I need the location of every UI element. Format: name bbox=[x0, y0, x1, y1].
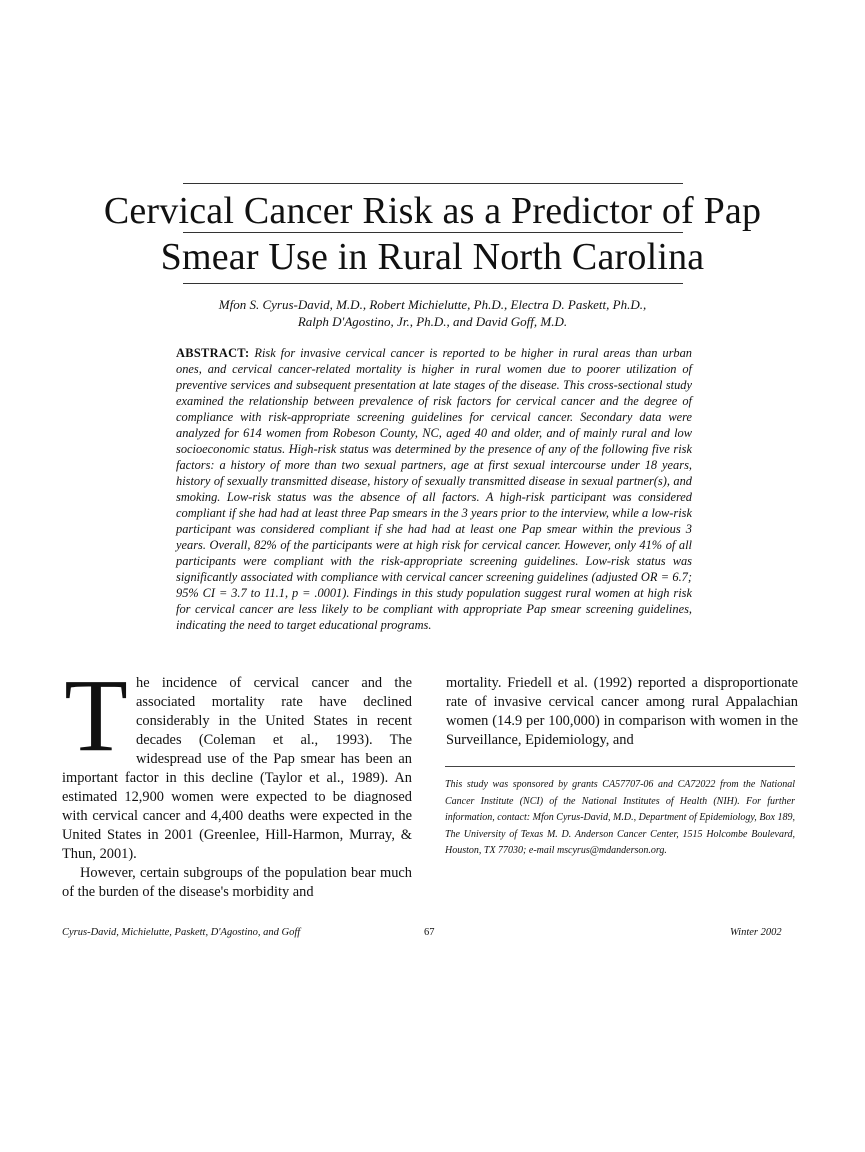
title-middle-rule bbox=[183, 232, 683, 233]
body-right-column: mortality. Friedell et al. (1992) reported a disproportionate rate of invasive cervical cancer among rural Appalachian women (14.9 per 100,000) in comparison with women in the Surveillance, Epidemiology, and bbox=[446, 675, 798, 748]
abstract-label: ABSTRACT: bbox=[176, 346, 250, 360]
footnote-rule bbox=[445, 766, 795, 767]
page-number: 67 bbox=[424, 927, 435, 938]
body-paragraph-2: However, certain subgroups of the population bear much of the burden of the disease's morbidity and bbox=[62, 865, 412, 900]
authors-line-1: Mfon S. Cyrus-David, M.D., Robert Michielutte, Ph.D., Electra D. Paskett, Ph.D., bbox=[218, 297, 647, 312]
title-top-rule bbox=[183, 183, 683, 184]
abstract-text: Risk for invasive cervical cancer is reported to be higher in rural areas than urban ones, and cervical cancer-related mortality is higher in rural women due to poorer utilization of preventive services and subsequent presentation at late stages of the disease. This cross-sectional study examined the relationship between prevalence of risk factors for cervical cancer and the degree of compliance with risk-appropriate screening guidelines for cervical cancer. Secondary data were analyzed for 614 women from Robeson County, NC, aged 40 and older, and of mainly rural and low socioeconomic status. High-risk status was determined by the presence of any of the following five risk factors: a history of more than two sexual partners, age at first sexual intercourse under 18 years, history of sexually transmitted disease, history of sexually transmitted disease in sexual partner(s), and smoking. Low-risk status was the absence of all factors. A high-risk participant was considered compliant if she had had at least three Pap smears in the 3 years prior to the interview, while a low-risk participant was considered compliant if she had had at least one Pap smear within the previous 3 years. Overall, 82% of the participants were at high risk for cervical cancer. However, only 41% of all participants were compliant with the risk-appropriate screening guidelines. Low-risk status was significantly associated with compliance with cervical cancer screening guidelines (adjusted OR = 6.7; 95% CI = 3.7 to 11.1, p = .0001). Findings in this study population suggest rural women at high risk for cervical cancer are less likely to be compliant with appropriate Pap smear screening guidelines, indicating the need to target educational programs. bbox=[176, 346, 692, 632]
footer-issue: Winter 2002 bbox=[730, 927, 782, 938]
body-paragraph-1 bbox=[62, 658, 412, 864]
authors-line-2: Ralph D'Agostino, Jr., Ph.D., and David Goff, M.D. bbox=[297, 314, 568, 329]
drop-cap: T bbox=[64, 658, 128, 773]
article-title-line-1: Cervical Cancer Risk as a Predictor of Pap bbox=[103, 190, 762, 232]
footer-authors: Cyrus-David, Michielutte, Paskett, D'Agostino, and Goff bbox=[62, 927, 301, 938]
abstract bbox=[176, 345, 692, 633]
body-paragraph-1-text: he incidence of cervical cancer and the associated mortality rate have declined considerably in the United States in recent decades (Coleman et al., 1993). The widespread use of the Pap smear has been an important factor in this decline (Taylor et al., 1989). An estimated 12,900 women were expected to be diagnosed with cervical cancer and 4,400 deaths were expected in the United States in 2001 (Greenlee, Hill-Harmon, Murray, & Thun, 2001). bbox=[62, 675, 412, 862]
title-bottom-rule bbox=[183, 283, 683, 284]
body-left-column bbox=[62, 658, 412, 902]
footnote: This study was sponsored by grants CA57707-06 and CA72022 from the National Cancer Institute (NCI) of the National Institutes of Health (NIH). For further information, contact: Mfon Cyrus-David, M.D., Department of Epidemiology, Box 189, The University of Texas M. D. Anderson Cancer Center, 1515 Holcombe Boulevard, Houston, TX 77030; e-mail mscyrus@mdanderson.org. bbox=[445, 779, 795, 856]
article-title-line-2: Smear Use in Rural North Carolina bbox=[160, 236, 705, 278]
author-list bbox=[150, 296, 715, 330]
